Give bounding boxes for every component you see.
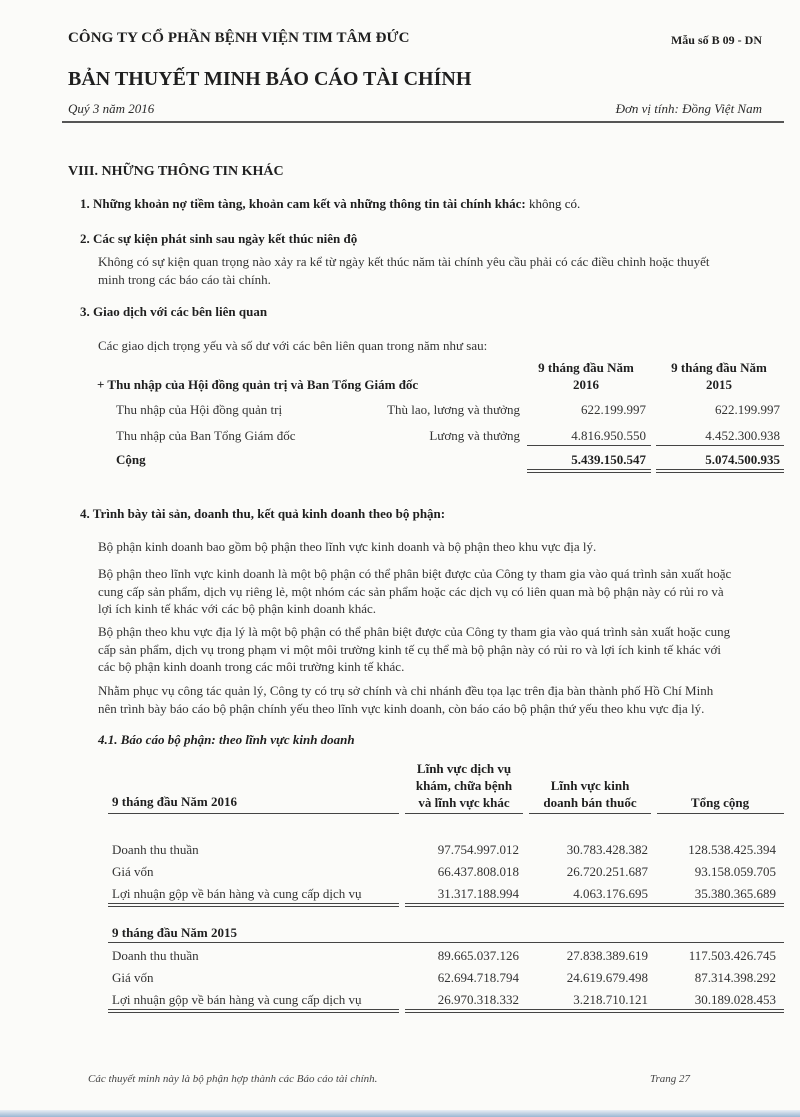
seg-col-total: Tổng cộng bbox=[690, 795, 750, 810]
seg-col-service bbox=[405, 760, 523, 811]
item-4-p2-line3: lợi ích kinh tế khác với các bộ phận kinh doanh khác. bbox=[98, 601, 377, 616]
seg-row-service: 26.970.318.332 bbox=[437, 992, 519, 1007]
seg-row-total: 93.158.059.705 bbox=[694, 864, 776, 879]
seg-row-drug: 26.720.251.687 bbox=[566, 864, 648, 879]
rp-total-label: Cộng bbox=[116, 452, 146, 467]
seg-row-total: 117.503.426.745 bbox=[688, 948, 776, 963]
rp-total-rule-2016 bbox=[527, 469, 651, 473]
rp-col-2015-line2: 2015 bbox=[706, 377, 732, 392]
header-divider bbox=[62, 121, 784, 123]
item-4-p1: Bộ phận kinh doanh bao gồm bộ phận theo lĩnh vực kinh doanh và bộ phận theo khu vực địa lý. bbox=[98, 539, 597, 554]
rp-col-2016 bbox=[523, 359, 649, 393]
seg-row-drug: 24.619.679.498 bbox=[566, 970, 648, 985]
item-4-p4-line2: nên trình bày báo cáo bộ phận chính yếu theo lĩnh vực kinh doanh, còn báo cáo bộ phận thứ yếu theo khu vực địa lý. bbox=[98, 700, 705, 716]
rp-subtotal-rule-2016 bbox=[527, 445, 651, 446]
footer-note: Các thuyết minh này là bộ phận hợp thành các Báo cáo tài chính. bbox=[88, 1073, 378, 1085]
rp-row-2015: 4.452.300.938 bbox=[705, 428, 780, 443]
item-4-p4-line1: Nhằm phục vụ công tác quản lý, Công ty có trụ sở chính và chi nhánh đều tọa lạc trên địa bàn thành phố Hồ Chí Minh bbox=[98, 683, 714, 698]
item-1 bbox=[80, 196, 580, 212]
seg-row-service: 97.754.997.012 bbox=[437, 842, 519, 857]
seg-row-label: Giá vốn bbox=[112, 864, 154, 879]
rp-col-2015-line1: 9 tháng đầu Năm bbox=[671, 360, 767, 375]
report-period: Quý 3 năm 2016 bbox=[68, 101, 155, 116]
item-2-text bbox=[98, 253, 792, 288]
document-title: BẢN THUYẾT MINH BÁO CÁO TÀI CHÍNH bbox=[68, 68, 472, 90]
seg-row-label: Giá vốn bbox=[112, 970, 154, 985]
rp-row-2016: 4.816.950.550 bbox=[571, 428, 646, 443]
item-1-value: không có. bbox=[525, 196, 581, 211]
seg-row-drug: 27.838.389.619 bbox=[566, 948, 648, 963]
rp-row-label: Thu nhập của Hội đồng quản trị bbox=[116, 402, 283, 417]
seg-header-rule bbox=[405, 813, 523, 814]
seg-row-service: 66.437.808.018 bbox=[437, 864, 519, 879]
seg-col-service-line1: Lĩnh vực dịch vụ bbox=[416, 761, 512, 776]
company-name: CÔNG TY CỔ PHẦN BỆNH VIỆN TIM TÂM ĐỨC bbox=[68, 30, 410, 46]
item-1-heading: 1. Những khoản nợ tiềm tàng, khoản cam kết và những thông tin tài chính khác: bbox=[80, 196, 526, 211]
rp-col-2016-line2: 2016 bbox=[573, 377, 599, 392]
rp-col-2016-line1: 9 tháng đầu Năm bbox=[538, 360, 634, 375]
rp-total-rule-2015 bbox=[656, 469, 784, 473]
seg-row-drug: 30.783.428.382 bbox=[566, 842, 648, 857]
seg-row-total: 30.189.028.453 bbox=[694, 992, 776, 1007]
section-title: VIII. NHỮNG THÔNG TIN KHÁC bbox=[68, 164, 284, 179]
item-4-heading: 4. Trình bày tài sản, doanh thu, kết quả kinh doanh theo bộ phận: bbox=[80, 506, 446, 521]
seg-col-service-line2: khám, chữa bệnh bbox=[415, 778, 513, 793]
seg-row-label: Doanh thu thuần bbox=[112, 948, 199, 963]
rp-group-label: + Thu nhập của Hội đồng quản trị và Ban Tổng Giám đốc bbox=[97, 377, 419, 392]
seg-total-rule bbox=[108, 1009, 399, 1013]
seg-row-total: 128.538.425.394 bbox=[688, 842, 776, 857]
seg-header-rule bbox=[657, 813, 784, 814]
item-4-p2-line2: cung cấp sản phẩm, dịch vụ riêng lẻ, một nhóm các sản phẩm hoặc các dịch vụ có liên quan mà bộ phận này có rủi ro và bbox=[98, 583, 724, 599]
seg-period-label: 9 tháng đầu Năm 2016 bbox=[112, 794, 237, 809]
item-2-text-line1: Không có sự kiện quan trọng nào xảy ra kể từ ngày kết thúc năm tài chính yêu cầu phải có các điều chỉnh hoặc thuyết bbox=[98, 254, 710, 269]
seg-total-rule bbox=[405, 903, 784, 907]
seg-row-service: 62.694.718.794 bbox=[437, 970, 519, 985]
rp-row-label: Thu nhập của Ban Tổng Giám đốc bbox=[116, 428, 296, 443]
rp-subtotal-rule-2015 bbox=[656, 445, 784, 446]
rp-total-2016: 5.439.150.547 bbox=[571, 452, 646, 467]
seg-row-service: 89.665.037.126 bbox=[437, 948, 519, 963]
seg-row-drug: 4.063.176.695 bbox=[573, 886, 648, 901]
rp-row-2015: 622.199.997 bbox=[715, 402, 780, 417]
item-2-heading: 2. Các sự kiện phát sinh sau ngày kết thúc niên độ bbox=[80, 231, 358, 246]
item-3-intro: Các giao dịch trọng yếu và số dư với các bên liên quan trong năm như sau: bbox=[98, 338, 488, 353]
item-2-text-line2: minh trong các báo cáo tài chính. bbox=[98, 271, 271, 287]
seg-header-rule bbox=[108, 813, 399, 814]
item-4-p3-line1: Bộ phận theo khu vực địa lý là một bộ phận có thể phân biệt được của Công ty tham gia vào quá trình sản xuất hoặc cung bbox=[98, 624, 731, 639]
rp-col-2015 bbox=[656, 359, 782, 393]
item-4-p2-line1: Bộ phận theo lĩnh vực kinh doanh là một bộ phận có thể phân biệt được của Công ty tham gia vào quá trình sản xuất hoặc bbox=[98, 566, 732, 581]
form-code: Mẫu số B 09 - DN bbox=[670, 33, 762, 47]
seg-row-label: Doanh thu thuần bbox=[112, 842, 199, 857]
seg-header-rule bbox=[529, 813, 651, 814]
rp-row-2016: 622.199.997 bbox=[581, 402, 646, 417]
scan-edge bbox=[0, 1110, 800, 1117]
seg-total-rule bbox=[108, 903, 399, 907]
seg-col-service-line3: và lĩnh vực khác bbox=[418, 795, 510, 810]
seg-row-total: 87.314.398.292 bbox=[694, 970, 776, 985]
seg-row-total: 35.380.365.689 bbox=[694, 886, 776, 901]
rp-total-2015: 5.074.500.935 bbox=[705, 452, 780, 467]
seg-row-service: 31.317.188.994 bbox=[437, 886, 519, 901]
item-4-p3-line2: cấp sản phẩm, dịch vụ trong phạm vi một môi trường kinh tế cụ thể mà bộ phận này có rủi ro và lợi ích kinh tế khác với bbox=[98, 641, 722, 657]
page-number: Trang 27 bbox=[649, 1073, 690, 1085]
seg-col-drug-line1: Lĩnh vực kinh bbox=[550, 778, 630, 793]
item-4-1-heading: 4.1. Báo cáo bộ phận: theo lĩnh vực kinh doanh bbox=[98, 732, 355, 747]
seg-col-drug-line2: doanh bán thuốc bbox=[543, 795, 637, 810]
rp-row-type: Thù lao, lương và thưởng bbox=[387, 402, 520, 417]
seg-header-rule bbox=[108, 942, 784, 943]
seg-period-label: 9 tháng đầu Năm 2015 bbox=[112, 925, 237, 940]
item-4-p4 bbox=[98, 682, 792, 717]
seg-total-rule bbox=[405, 1009, 784, 1013]
rp-row-type: Lương và thưởng bbox=[429, 428, 520, 443]
currency-unit: Đơn vị tính: Đồng Việt Nam bbox=[615, 101, 762, 116]
seg-row-label: Lợi nhuận gộp về bán hàng và cung cấp dịch vụ bbox=[112, 992, 362, 1007]
item-4-p3-line3: các bộ phận kinh doanh trong các môi trường kinh tế khác. bbox=[98, 659, 405, 674]
seg-row-drug: 3.218.710.121 bbox=[573, 992, 648, 1007]
item-4-p2 bbox=[98, 565, 792, 618]
seg-row-label: Lợi nhuận gộp về bán hàng và cung cấp dịch vụ bbox=[112, 886, 362, 901]
seg-col-drug bbox=[530, 777, 650, 811]
item-3-heading: 3. Giao dịch với các bên liên quan bbox=[80, 304, 268, 319]
item-4-p3 bbox=[98, 623, 792, 676]
